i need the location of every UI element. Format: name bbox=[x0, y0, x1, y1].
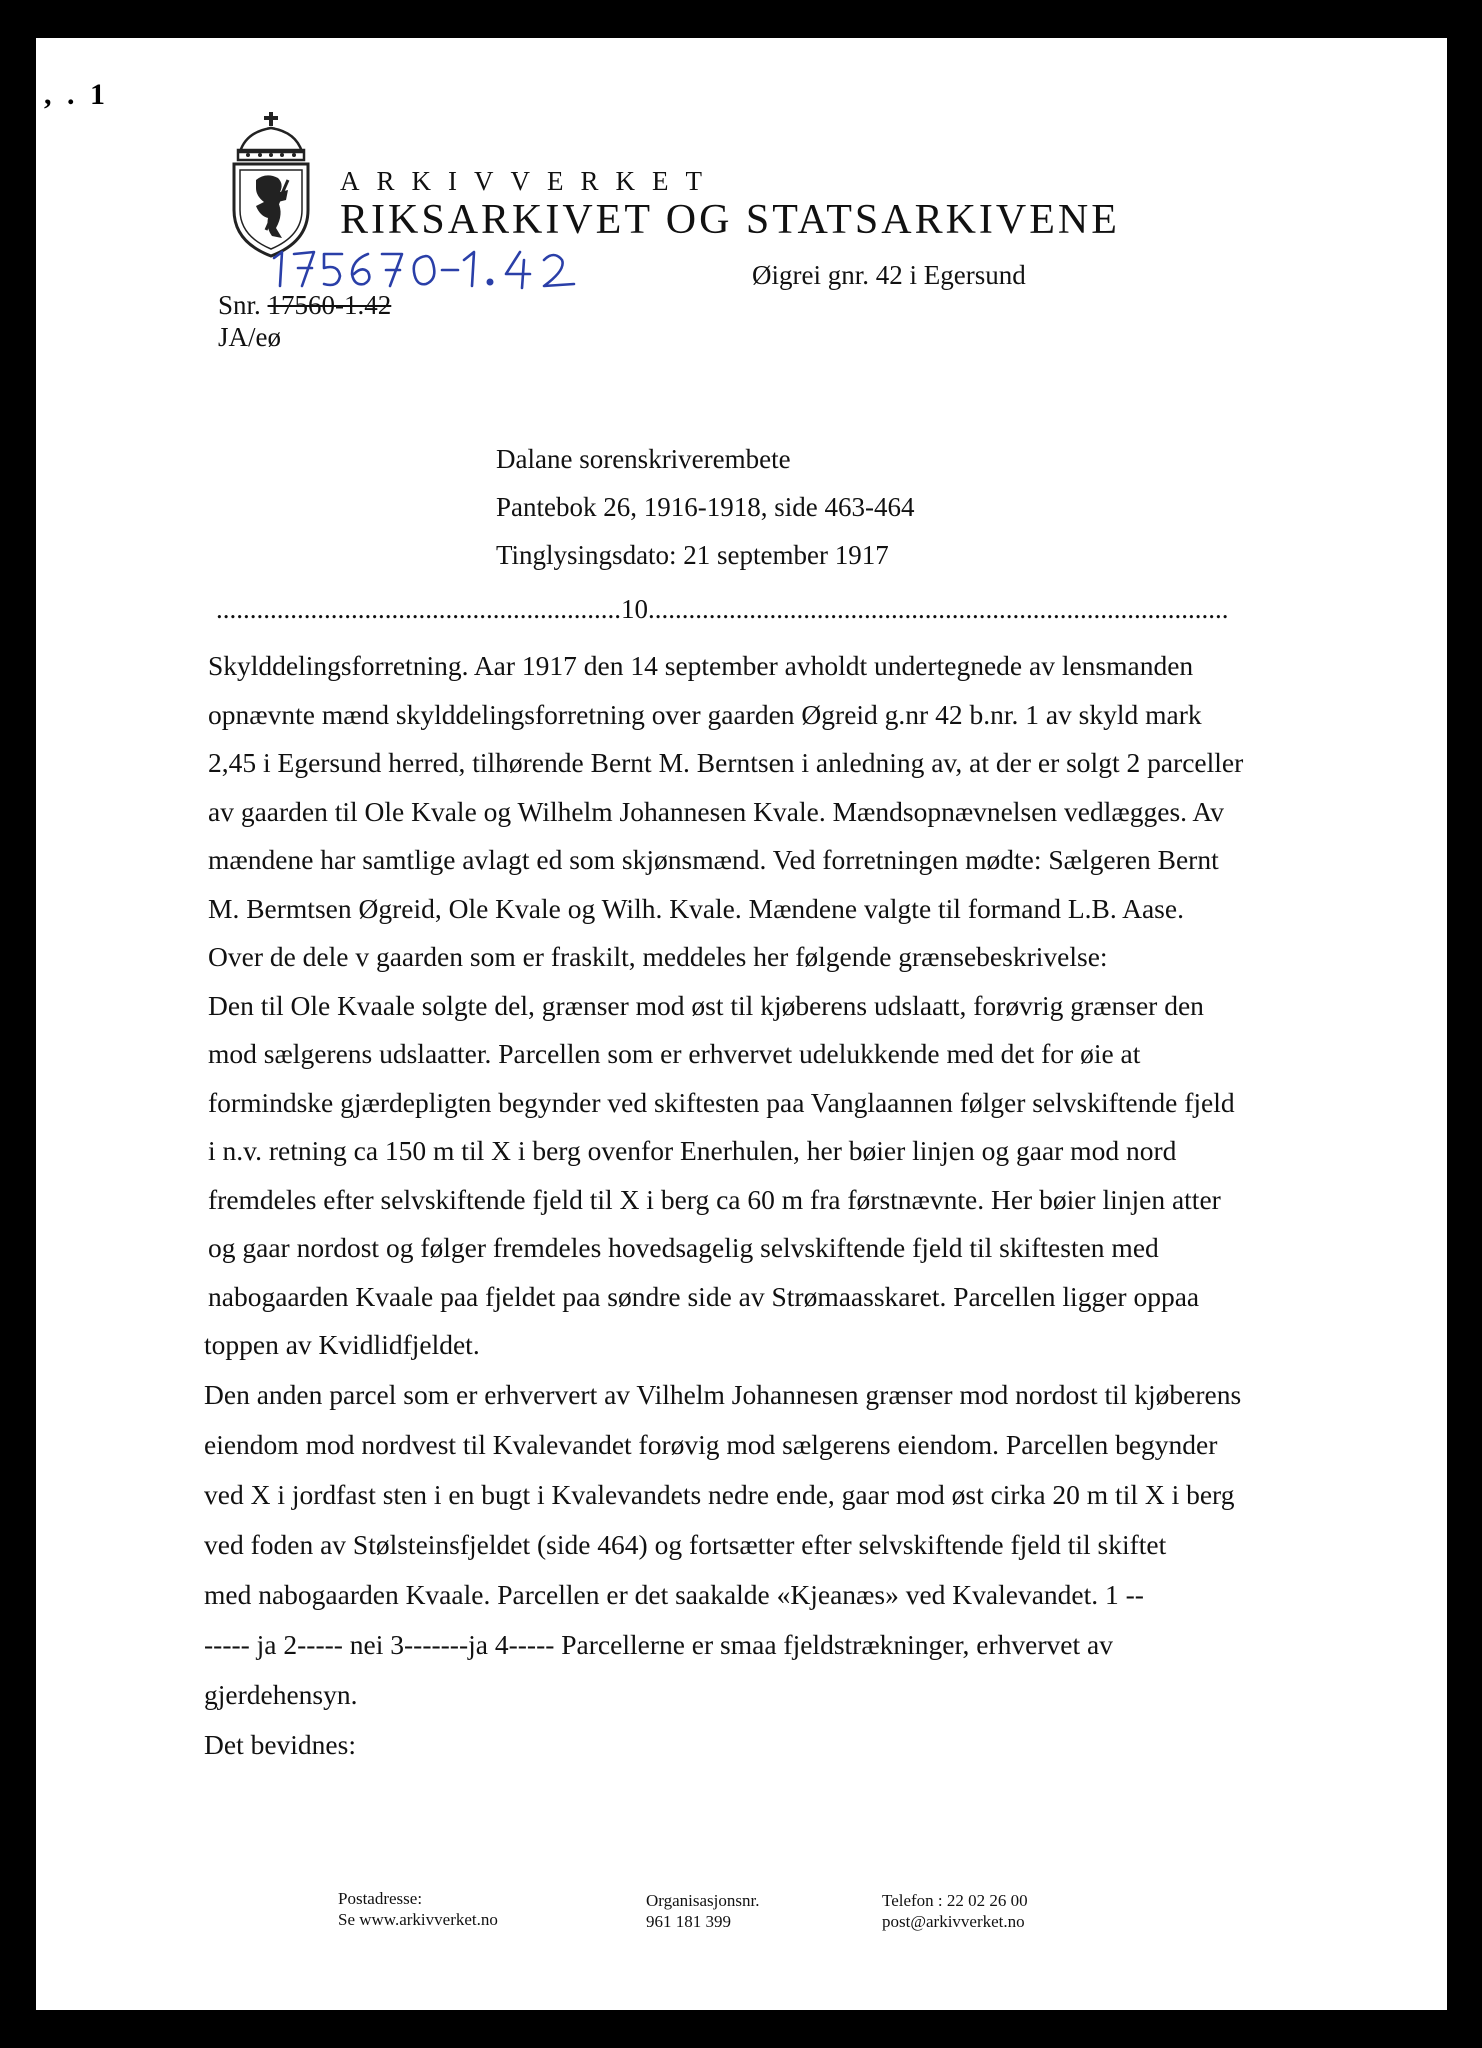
footer-org-value: 961 181 399 bbox=[646, 1912, 731, 1931]
footer-contact bbox=[882, 1890, 1028, 1932]
footer-email: post@arkivverket.no bbox=[882, 1912, 1025, 1931]
body-line: Den anden parcel som er erhververt av Vilhelm Johannesen grænser mod nordost til kjøberens bbox=[204, 1379, 1242, 1410]
farm-title: Øigrei gnr. 42 i Egersund bbox=[752, 260, 1026, 290]
org-name-line1: ARKIVVERKET bbox=[340, 166, 719, 196]
footer-phone: Telefon : 22 02 26 00 bbox=[882, 1891, 1028, 1910]
body-line: og gaar nordost og følger fremdeles hovedsagelig selvskiftende fjeld til skiftesten med bbox=[208, 1232, 1159, 1263]
body-line: gjerdehensyn. bbox=[204, 1679, 358, 1710]
entry-separator bbox=[216, 594, 1296, 625]
body-line: mod sælgerens udslaatter. Parcellen som er erhvervet udelukkende med det for øie at bbox=[208, 1038, 1141, 1069]
snr-line bbox=[218, 290, 391, 321]
org-name-line2: RIKSARKIVET OG STATSARKIVENE bbox=[340, 197, 1120, 243]
body-line: formindske gjærdepligten begynder ved skiftesten paa Vanglaannen følger selvskiftende fjeld bbox=[208, 1086, 1235, 1118]
body-line: Det bevidnes: bbox=[204, 1729, 356, 1760]
body-line: Skylddelingsforretning. Aar 1917 den 14 september avholdt undertegnede av lensmanden bbox=[208, 650, 1194, 681]
initials: JA/eø bbox=[218, 322, 281, 352]
handwritten-archive-number bbox=[268, 246, 588, 292]
snr-label: Snr. bbox=[218, 290, 261, 320]
body-line: opnævnte mænd skylddelingsforretning over gaarden Øgreid g.nr 42 b.nr. 1 av skyld mark bbox=[208, 698, 1202, 730]
body-line: eiendom mod nordvest til Kvalevandet forøvig mod sælgerens eiendom. Parcellen begynder bbox=[204, 1429, 1218, 1460]
body-line: toppen av Kvidlidfjeldet. bbox=[204, 1329, 480, 1360]
body-line: M. Bermtsen Øgreid, Ole Kvale og Wilh. Kvale. Mændene valgte til formand L.B. Aase. bbox=[208, 892, 1184, 924]
norwegian-coat-of-arms-icon bbox=[226, 110, 316, 258]
body-line: ved X i jordfast sten i en bugt i Kvalevandets nedre ende, gaar mod øst cirka 20 m til X i berg bbox=[204, 1479, 1235, 1510]
entry-number: 10 bbox=[621, 594, 648, 624]
snr-struck-number: 17560-1.42 bbox=[267, 290, 392, 320]
document-page bbox=[36, 38, 1447, 2010]
body-line: ----- ja 2----- nei 3-------ja 4----- Parcellerne er smaa fjeldstrækninger, erhvervet av bbox=[204, 1629, 1113, 1660]
footer-address bbox=[338, 1888, 498, 1930]
body-line: Over de dele v gaarden som er fraskilt, meddeles her følgende grænsebeskrivelse: bbox=[208, 941, 1108, 972]
footer-address-value: Se www.arkivverket.no bbox=[338, 1910, 498, 1929]
body-line: med nabogaarden Kvaale. Parcellen er det saakalde «Kjeanæs» ved Kvalevandet. 1 -- bbox=[204, 1579, 1144, 1610]
body-line: Den til Ole Kvaale solgte del, grænser mod øst til kjøberens udslaatt, forøvrig grænser den bbox=[208, 989, 1204, 1021]
body-line: 2,45 i Egersund herred, tilhørende Bernt M. Berntsen i anledning av, at der er solgt 2 parceller bbox=[208, 747, 1244, 778]
body-line: fremdeles efter selvskiftende fjeld til X i berg ca 60 m fra førstnævnte. Her bøier linjen atter bbox=[208, 1183, 1221, 1215]
office-name: Dalane sorenskriverembete bbox=[496, 444, 791, 474]
footer-address-label: Postadresse: bbox=[338, 1889, 423, 1908]
separator-right: ...................................................................................... bbox=[648, 594, 1229, 624]
stray-marks: , . 1 bbox=[44, 78, 109, 111]
body-line: av gaarden til Ole Kvale og Wilhelm Johannesen Kvale. Mændsopnævnelsen vedlægges. Av bbox=[208, 795, 1224, 827]
book-reference: Pantebok 26, 1916-1918, side 463-464 bbox=[496, 492, 915, 522]
registration-date: Tinglysingsdato: 21 september 1917 bbox=[496, 540, 889, 570]
footer-org-number bbox=[646, 1890, 760, 1932]
body-line: i n.v. retning ca 150 m til X i berg ovenfor Enerhulen, her bøier linjen og gaar mod nord bbox=[208, 1135, 1177, 1166]
footer-org-label: Organisasjonsnr. bbox=[646, 1891, 760, 1910]
body-line: ved foden av Stølsteinsfjeldet (side 464) og fortsætter efter selvskiftende fjeld til skiftet bbox=[204, 1529, 1167, 1560]
body-line: mændene har samtlige avlagt ed som skjønsmænd. Ved forretningen mødte: Sælgeren Bernt bbox=[208, 844, 1219, 875]
body-line: nabogaarden Kvaale paa fjeldet paa søndre side av Strømaasskaret. Parcellen ligger oppaa bbox=[208, 1280, 1200, 1312]
separator-left: ............................................................ bbox=[216, 594, 621, 624]
